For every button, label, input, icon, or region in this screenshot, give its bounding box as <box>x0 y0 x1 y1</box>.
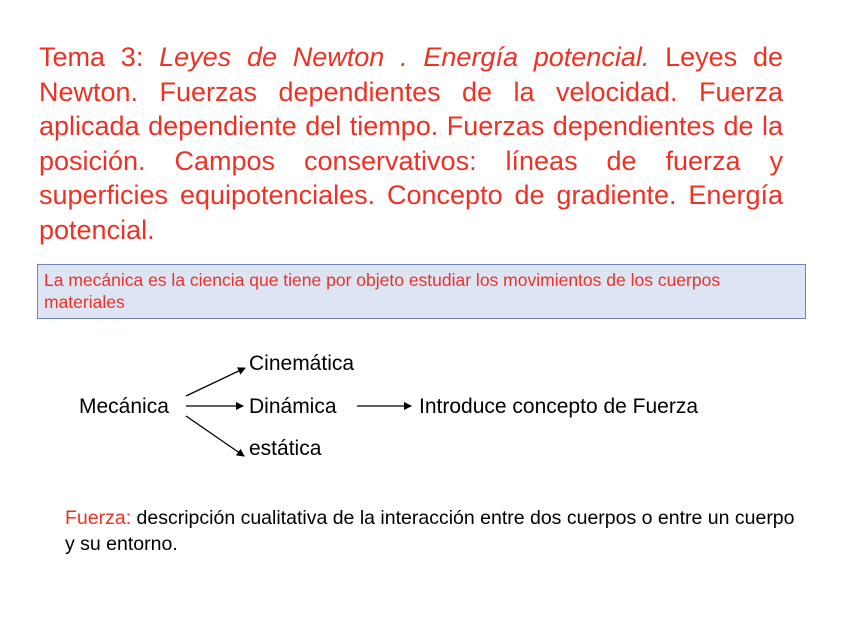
diagram-target-fuerza: Introduce concepto de Fuerza <box>419 395 699 418</box>
diagram-branch-cinematica: Cinemática <box>249 352 355 375</box>
arrow-to-cinematica <box>186 368 245 396</box>
fuerza-term: Fuerza: <box>65 507 132 529</box>
slide-title <box>39 40 783 247</box>
fuerza-text: descripción cualitativa de la interacción entre dos cuerpos o entre un cuerpo y su entorno. <box>65 507 795 555</box>
arrow-to-estatica <box>186 416 244 456</box>
diagram-branch-dinamica: Dinámica <box>249 395 337 418</box>
definition-box <box>37 264 806 319</box>
title-rest: Leyes de Newton. Fuerzas dependientes de la velocidad. Fuerza aplicada dependiente del tiempo. Fuerzas dependientes de la posición. Campos conservativos: líneas de fuerza y superficies equipotenciales. Concepto de gradiente. Energía potencial. <box>39 42 783 245</box>
title-lead: Tema 3: <box>39 42 160 72</box>
diagram-branch-estatica: estática <box>249 437 322 460</box>
diagram-root-mecanica: Mecánica <box>79 395 169 418</box>
fuerza-definition <box>65 505 805 557</box>
definition-text: La mecánica es la ciencia que tiene por objeto estudiar los movimientos de los cuerpos materiales <box>44 270 721 312</box>
title-italic: Leyes de Newton . Energía potencial. <box>159 42 650 72</box>
